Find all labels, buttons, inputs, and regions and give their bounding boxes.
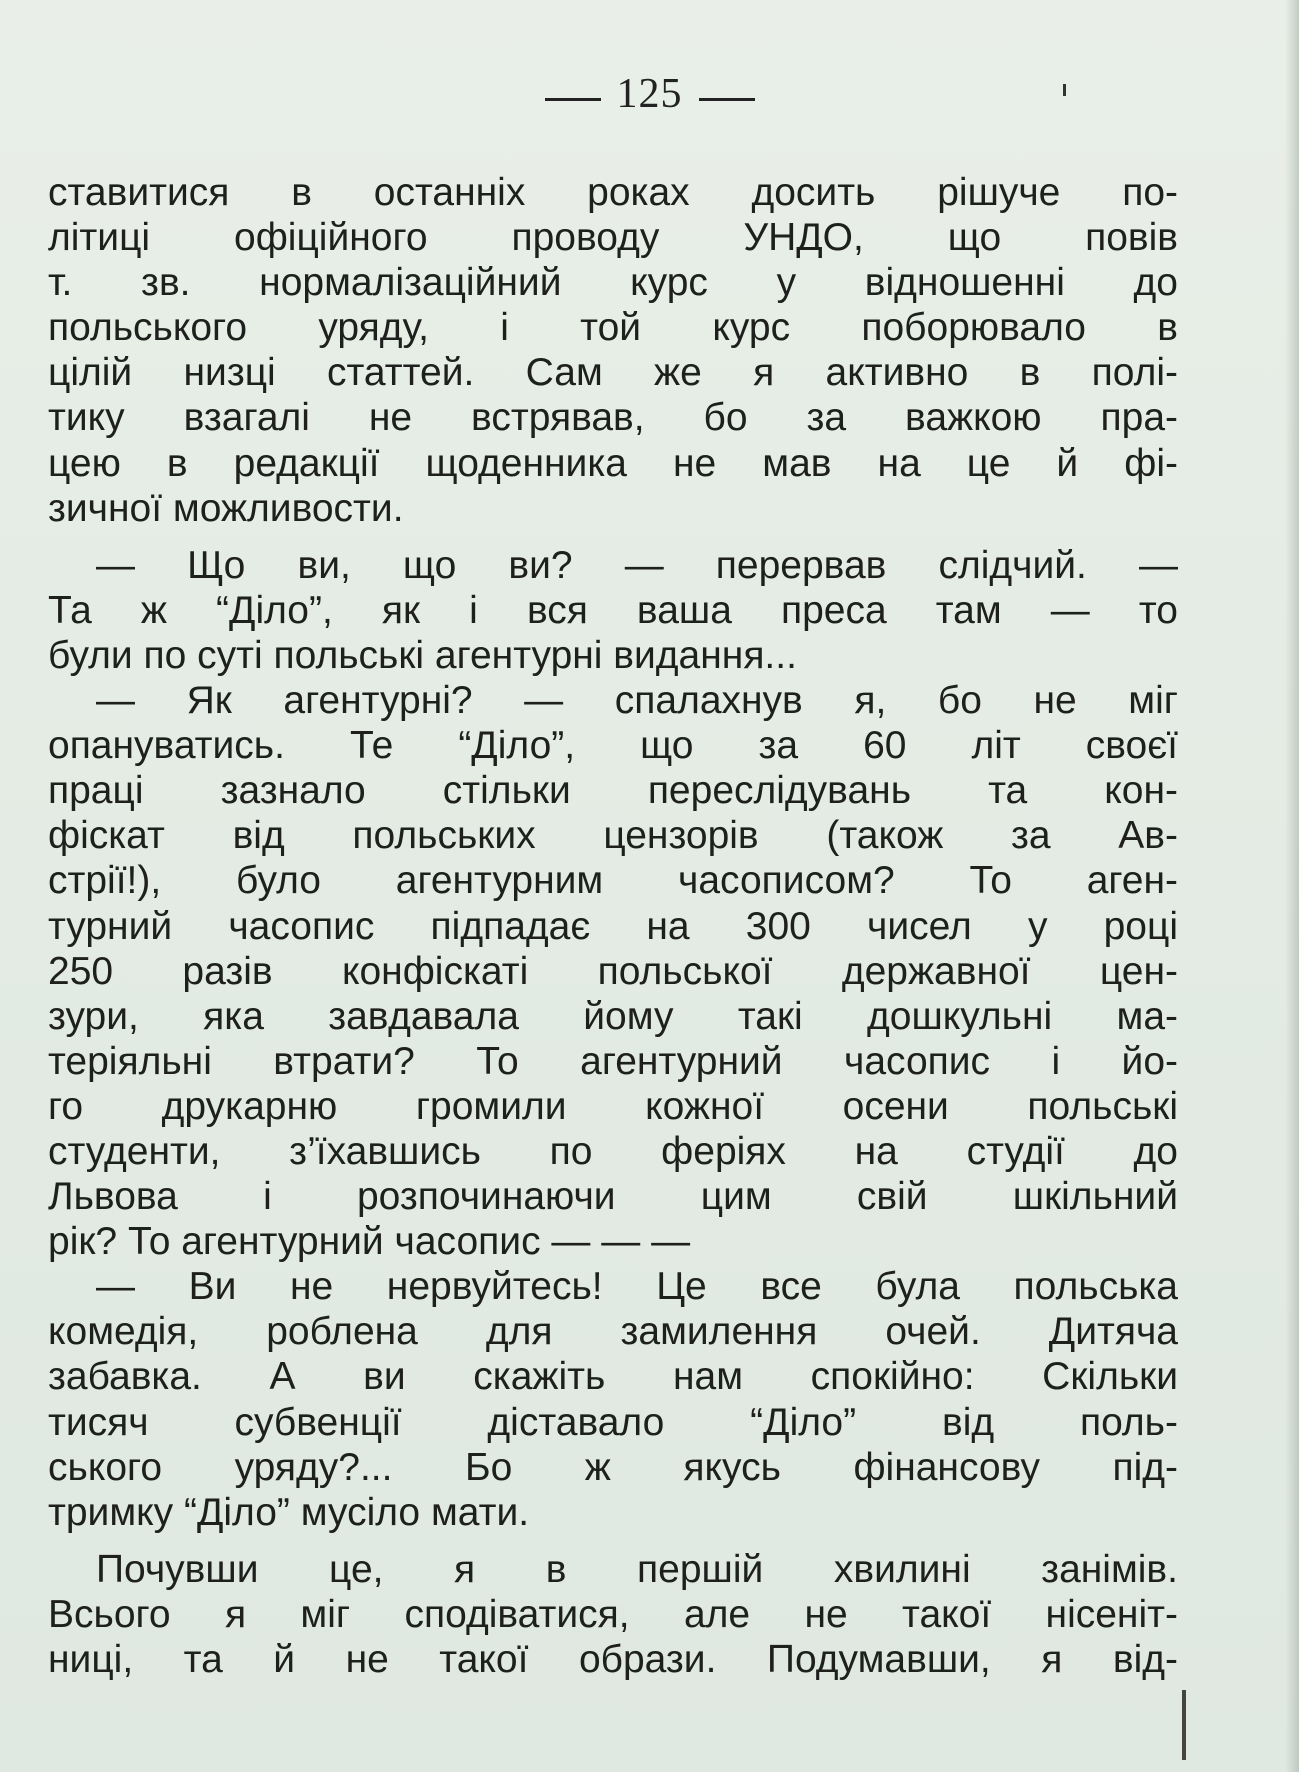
text-line: Всього я міг сподіватися, але не такої нісеніт- — [48, 1592, 1178, 1636]
text-line: тримку “Діло” мусіло мати. — [48, 1490, 530, 1534]
text-line: фіскат від польських цензорів (також за Ав- — [48, 814, 1178, 858]
page-edge-shadow — [1285, 0, 1299, 1772]
text-line: забавка. А ви скажіть нам спокійно: Скільки — [48, 1355, 1178, 1399]
text-line: т. зв. нормалізаційний курс у відношенні до — [48, 261, 1178, 305]
text-line: студенти, з’їхавшись по феріях на студії до — [48, 1129, 1178, 1173]
header-dash-left — [545, 98, 601, 101]
text-line: тику взагалі не встрявав, бо за важкою пра- — [48, 396, 1178, 440]
paragraph-gap — [48, 1535, 1178, 1547]
text-line: го друкарню громили кожної осени польські — [48, 1084, 1178, 1128]
print-mark — [1182, 1690, 1186, 1760]
page-header — [0, 70, 1299, 118]
print-speck — [1063, 84, 1066, 96]
text-line: тисяч субвенції діставало “Діло” від поль- — [48, 1400, 1178, 1444]
text-line: Та ж “Діло”, як і вся ваша преса там — то — [48, 588, 1178, 632]
text-line: турний часопис підпадає на 300 чисел у році — [48, 904, 1178, 948]
text-line: — Ви не нервуйтесь! Це все була польська — [96, 1265, 1178, 1309]
text-line: зичної можливости. — [48, 486, 404, 530]
body-text — [48, 170, 1178, 1682]
text-line: польського уряду, і той курс поборювало в — [48, 306, 1178, 350]
text-line: — Що ви, що ви? — перервав слідчий. — — [96, 543, 1178, 587]
text-line: Почувши це, я в першій хвилині занімів. — [96, 1547, 1178, 1591]
text-line: були по суті польські агентурні видання... — [48, 633, 797, 677]
text-line: праці зазнало стільки переслідувань та кон- — [48, 769, 1178, 813]
text-line: комедія, роблена для замилення очей. Дитяча — [48, 1310, 1178, 1354]
text-line: 250 разів конфіскаті польської державної цен- — [48, 949, 1178, 993]
paragraph-gap — [48, 531, 1178, 543]
text-line: стрії!), було агентурним часописом? То аген- — [48, 859, 1178, 903]
text-line: цею в редакції щоденника не мав на це й фі- — [48, 441, 1178, 485]
text-line: зури, яка завдавала йому такі дошкульні ма- — [48, 994, 1178, 1038]
text-line: — Як агентурні? — спалахнув я, бо не міг — [96, 679, 1178, 723]
text-line: ниці, та й не такої образи. Подумавши, я від- — [48, 1638, 1178, 1681]
text-line: опануватись. Те “Діло”, що за 60 літ своєї — [48, 724, 1178, 768]
header-dash-right — [699, 98, 755, 101]
text-line: ського уряду?... Бо ж якусь фінансову під- — [48, 1445, 1178, 1489]
text-line: теріяльні втрати? То агентурний часопис і йо- — [48, 1039, 1178, 1083]
text-line: рік? То агентурний часопис — — — — [48, 1220, 691, 1264]
text-line: літиці офіційного проводу УНДО, що повів — [48, 216, 1178, 260]
text-line: Львова і розпочинаючи цим свій шкільний — [48, 1175, 1178, 1219]
text-line: цілій низці статтей. Сам же я активно в полі- — [48, 351, 1178, 395]
text-line: ставитися в останніх роках досить рішуче по- — [48, 171, 1178, 214]
page-number: 125 — [616, 71, 683, 117]
